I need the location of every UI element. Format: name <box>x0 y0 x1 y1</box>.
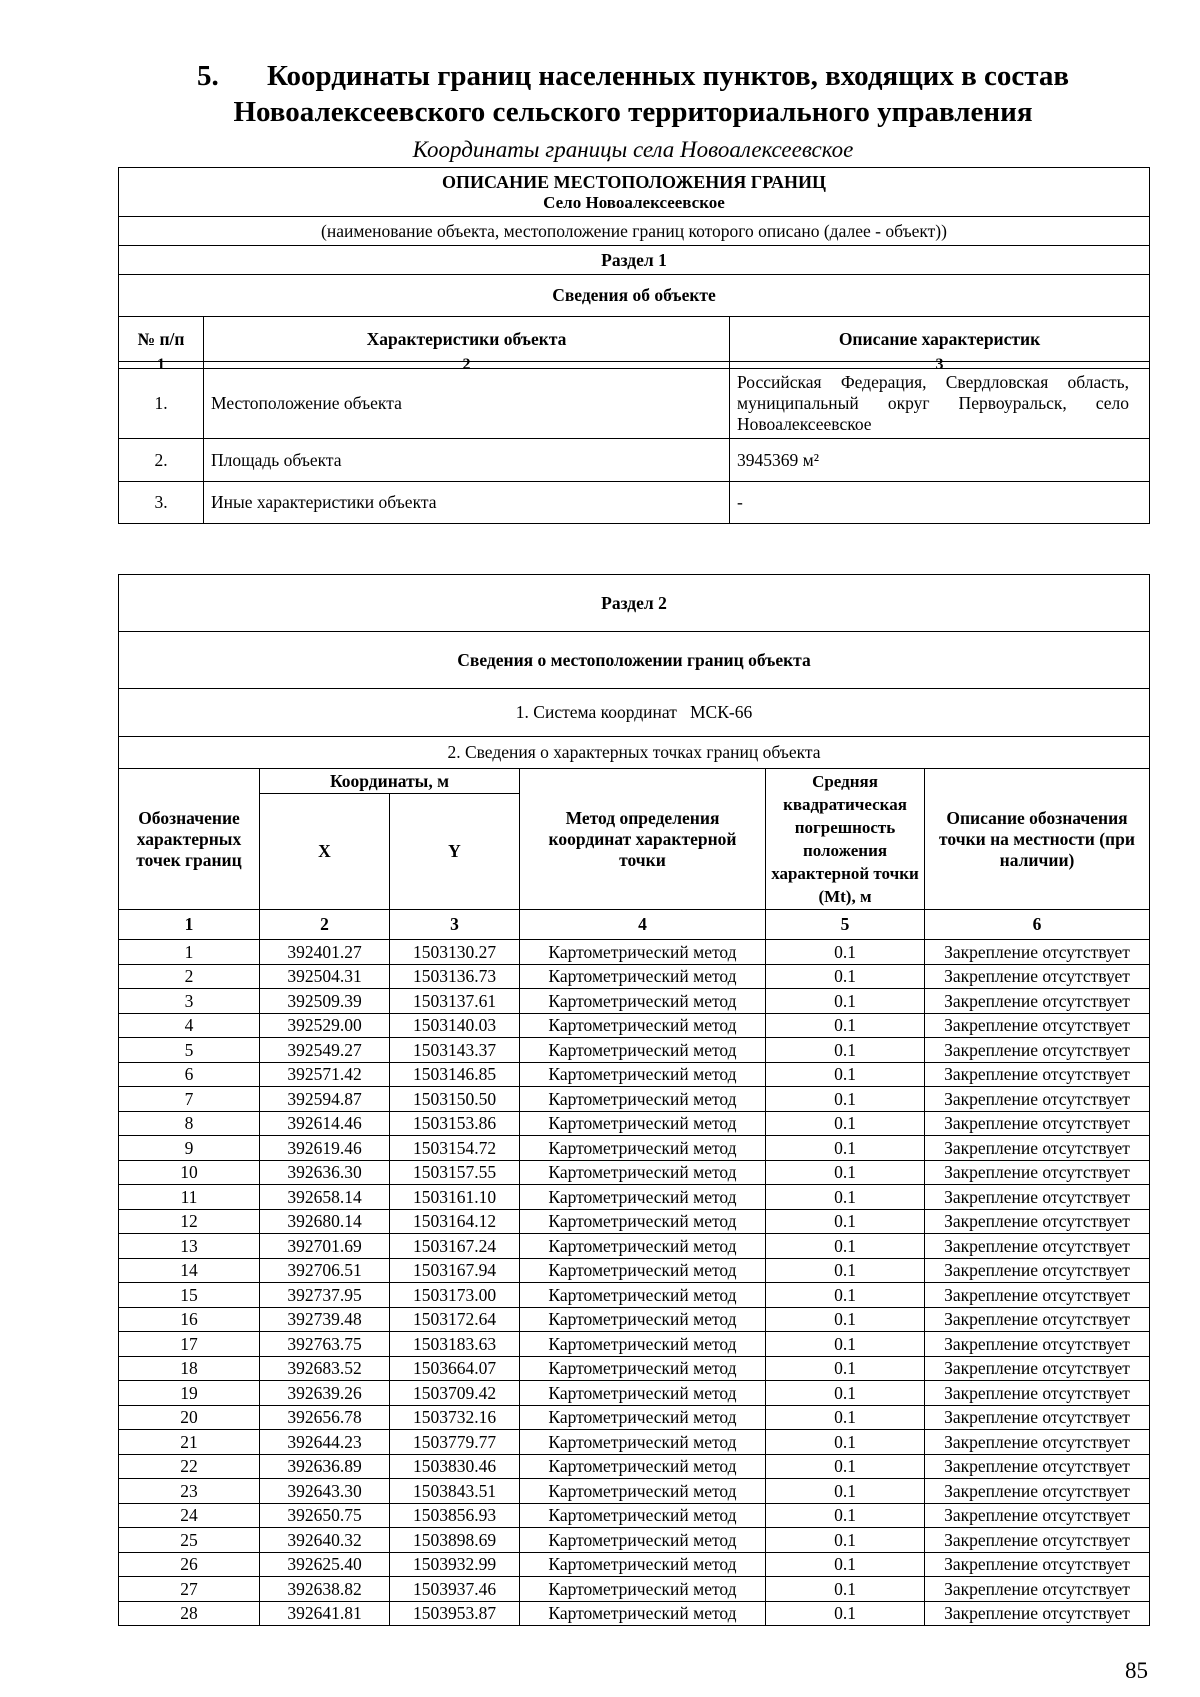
mean-error: 0.1 <box>766 1185 925 1210</box>
point-id: 24 <box>119 1503 260 1528</box>
mean-error: 0.1 <box>766 1356 925 1381</box>
mean-error: 0.1 <box>766 1479 925 1504</box>
header-coords: Координаты, м <box>260 769 520 794</box>
x-coordinate: 392638.82 <box>260 1577 390 1602</box>
method: Картометрический метод <box>520 1062 766 1087</box>
point-id: 23 <box>119 1479 260 1504</box>
method: Картометрический метод <box>520 1381 766 1406</box>
point-id: 10 <box>119 1160 260 1185</box>
table-row <box>119 1258 1150 1283</box>
header-error: Средняя квадратическая погрешность положения характерной точки (Mt), м <box>766 769 925 910</box>
y-coordinate: 1503898.69 <box>390 1528 520 1553</box>
col-number: 5 <box>766 910 925 940</box>
row-name: Площадь объекта <box>204 439 730 482</box>
y-coordinate: 1503150.50 <box>390 1087 520 1112</box>
table-row <box>119 1332 1150 1357</box>
mean-error: 0.1 <box>766 1430 925 1455</box>
x-coordinate: 392529.00 <box>260 1013 390 1038</box>
mean-error: 0.1 <box>766 1332 925 1357</box>
mean-error: 0.1 <box>766 1577 925 1602</box>
description-title: ОПИСАНИЕ МЕСТОПОЛОЖЕНИЯ ГРАНИЦ <box>442 171 826 192</box>
col-number: 3 <box>390 910 520 940</box>
table-row <box>119 1209 1150 1234</box>
table-row <box>119 1430 1150 1455</box>
mean-error: 0.1 <box>766 964 925 989</box>
y-coordinate: 1503143.37 <box>390 1038 520 1063</box>
description-title-cell <box>119 168 1150 217</box>
y-coordinate: 1503172.64 <box>390 1307 520 1332</box>
point-description: Закрепление отсутствует <box>925 1209 1150 1234</box>
method: Картометрический метод <box>520 1038 766 1063</box>
row-name: Иные характеристики объекта <box>204 482 730 524</box>
row-number: 2. <box>119 439 204 482</box>
table-row <box>119 1552 1150 1577</box>
y-coordinate: 1503164.12 <box>390 1209 520 1234</box>
point-description: Закрепление отсутствует <box>925 989 1150 1014</box>
y-coordinate: 1503843.51 <box>390 1479 520 1504</box>
y-coordinate: 1503140.03 <box>390 1013 520 1038</box>
y-coordinate: 1503167.24 <box>390 1234 520 1259</box>
point-description: Закрепление отсутствует <box>925 1013 1150 1038</box>
table-row <box>119 1381 1150 1406</box>
point-description: Закрепление отсутствует <box>925 1258 1150 1283</box>
point-id: 6 <box>119 1062 260 1087</box>
page-number: 85 <box>1125 1658 1148 1683</box>
method: Картометрический метод <box>520 1528 766 1553</box>
y-coordinate: 1503153.86 <box>390 1111 520 1136</box>
x-coordinate: 392641.81 <box>260 1601 390 1626</box>
section1-title: Сведения об объекте <box>119 275 1150 317</box>
header-characteristics: Характеристики объекта <box>204 317 730 362</box>
heading-number: 5. <box>196 60 219 92</box>
x-coordinate: 392737.95 <box>260 1283 390 1308</box>
y-coordinate: 1503154.72 <box>390 1136 520 1161</box>
x-coordinate: 392401.27 <box>260 940 390 965</box>
y-coordinate: 1503779.77 <box>390 1430 520 1455</box>
point-id: 9 <box>119 1136 260 1161</box>
mean-error: 0.1 <box>766 1209 925 1234</box>
mean-error: 0.1 <box>766 1136 925 1161</box>
point-description: Закрепление отсутствует <box>925 1185 1150 1210</box>
method: Картометрический метод <box>520 1307 766 1332</box>
mean-error: 0.1 <box>766 1234 925 1259</box>
x-coordinate: 392763.75 <box>260 1332 390 1357</box>
method: Картометрический метод <box>520 1209 766 1234</box>
mean-error: 0.1 <box>766 1552 925 1577</box>
section1-label: Раздел 1 <box>119 246 1150 275</box>
object-caption: (наименование объекта, местоположение границ которого описано (далее - объект)) <box>119 217 1150 246</box>
row-value: 3945369 м² <box>730 439 1150 482</box>
table-row <box>119 482 1150 524</box>
point-id: 19 <box>119 1381 260 1406</box>
method: Картометрический метод <box>520 1234 766 1259</box>
point-description: Закрепление отсутствует <box>925 1405 1150 1430</box>
x-coordinate: 392571.42 <box>260 1062 390 1087</box>
points-table-body <box>119 940 1150 1626</box>
header-method: Метод определения координат характерной точки <box>520 769 766 910</box>
method: Картометрический метод <box>520 1185 766 1210</box>
method: Картометрический метод <box>520 1160 766 1185</box>
object-name: Село Новоалексеевское <box>543 192 725 212</box>
y-coordinate: 1503161.10 <box>390 1185 520 1210</box>
method: Картометрический метод <box>520 1577 766 1602</box>
table-row <box>119 1454 1150 1479</box>
table-row <box>119 1503 1150 1528</box>
mean-error: 0.1 <box>766 1454 925 1479</box>
x-coordinate: 392706.51 <box>260 1258 390 1283</box>
table-row <box>119 1038 1150 1063</box>
x-coordinate: 392619.46 <box>260 1136 390 1161</box>
point-description: Закрепление отсутствует <box>925 1356 1150 1381</box>
table-row <box>119 1160 1150 1185</box>
point-description: Закрепление отсутствует <box>925 1160 1150 1185</box>
method: Картометрический метод <box>520 1552 766 1577</box>
y-coordinate: 1503732.16 <box>390 1405 520 1430</box>
method: Картометрический метод <box>520 1332 766 1357</box>
table-row <box>119 1136 1150 1161</box>
table-row <box>119 1601 1150 1626</box>
y-coordinate: 1503136.73 <box>390 964 520 989</box>
table-row <box>119 964 1150 989</box>
method: Картометрический метод <box>520 1283 766 1308</box>
point-description: Закрепление отсутствует <box>925 1503 1150 1528</box>
point-id: 28 <box>119 1601 260 1626</box>
col-number: 3 <box>730 362 1150 369</box>
x-coordinate: 392625.40 <box>260 1552 390 1577</box>
mean-error: 0.1 <box>766 1160 925 1185</box>
mean-error: 0.1 <box>766 1503 925 1528</box>
point-description: Закрепление отсутствует <box>925 1381 1150 1406</box>
header-x: X <box>260 794 390 910</box>
point-id: 5 <box>119 1038 260 1063</box>
point-id: 18 <box>119 1356 260 1381</box>
row-value: Российская Федерация, Свердловская область, муниципальный округ Первоуральск, село Новоалексеевское <box>730 369 1150 439</box>
table-row <box>119 1528 1150 1553</box>
row-value: - <box>730 482 1150 524</box>
point-description: Закрепление отсутствует <box>925 1136 1150 1161</box>
boundary-points-table <box>118 574 1150 1626</box>
col-number: 4 <box>520 910 766 940</box>
y-coordinate: 1503146.85 <box>390 1062 520 1087</box>
y-coordinate: 1503157.55 <box>390 1160 520 1185</box>
point-description: Закрепление отсутствует <box>925 964 1150 989</box>
x-coordinate: 392680.14 <box>260 1209 390 1234</box>
method: Картометрический метод <box>520 1258 766 1283</box>
col-number: 2 <box>204 362 730 369</box>
mean-error: 0.1 <box>766 989 925 1014</box>
point-id: 20 <box>119 1405 260 1430</box>
method: Картометрический метод <box>520 1136 766 1161</box>
table-row <box>119 1234 1150 1259</box>
method: Картометрический метод <box>520 1601 766 1626</box>
x-coordinate: 392614.46 <box>260 1111 390 1136</box>
table-row <box>119 1405 1150 1430</box>
method: Картометрический метод <box>520 1430 766 1455</box>
method: Картометрический метод <box>520 1013 766 1038</box>
y-coordinate: 1503137.61 <box>390 989 520 1014</box>
point-id: 4 <box>119 1013 260 1038</box>
row-number: 1. <box>119 369 204 439</box>
row-name: Местоположение объекта <box>204 369 730 439</box>
table-row <box>119 1307 1150 1332</box>
header-description: Описание обозначения точки на местности (при наличии) <box>925 769 1150 910</box>
mean-error: 0.1 <box>766 1528 925 1553</box>
method: Картометрический метод <box>520 1111 766 1136</box>
method: Картометрический метод <box>520 940 766 965</box>
section2-title: Сведения о местоположении границ объекта <box>119 632 1150 689</box>
point-id: 2 <box>119 964 260 989</box>
y-coordinate: 1503173.00 <box>390 1283 520 1308</box>
point-id: 25 <box>119 1528 260 1553</box>
method: Картометрический метод <box>520 1503 766 1528</box>
method: Картометрический метод <box>520 989 766 1014</box>
point-description: Закрепление отсутствует <box>925 1430 1150 1455</box>
y-coordinate: 1503932.99 <box>390 1552 520 1577</box>
point-description: Закрепление отсутствует <box>925 1087 1150 1112</box>
table-row <box>119 1013 1150 1038</box>
point-id: 11 <box>119 1185 260 1210</box>
table-row <box>119 1283 1150 1308</box>
point-description: Закрепление отсутствует <box>925 1062 1150 1087</box>
x-coordinate: 392640.32 <box>260 1528 390 1553</box>
x-coordinate: 392594.87 <box>260 1087 390 1112</box>
point-id: 21 <box>119 1430 260 1455</box>
point-description: Закрепление отсутствует <box>925 1552 1150 1577</box>
y-coordinate: 1503953.87 <box>390 1601 520 1626</box>
header-y: Y <box>390 794 520 910</box>
x-coordinate: 392639.26 <box>260 1381 390 1406</box>
point-description: Закрепление отсутствует <box>925 1038 1150 1063</box>
point-description: Закрепление отсутствует <box>925 1332 1150 1357</box>
y-coordinate: 1503167.94 <box>390 1258 520 1283</box>
mean-error: 0.1 <box>766 1258 925 1283</box>
header-number: № п/п <box>119 317 204 362</box>
mean-error: 0.1 <box>766 1111 925 1136</box>
mean-error: 0.1 <box>766 1283 925 1308</box>
method: Картометрический метод <box>520 1405 766 1430</box>
y-coordinate: 1503664.07 <box>390 1356 520 1381</box>
mean-error: 0.1 <box>766 1013 925 1038</box>
points-caption: 2. Сведения о характерных точках границ объекта <box>119 737 1150 769</box>
mean-error: 0.1 <box>766 1405 925 1430</box>
point-description: Закрепление отсутствует <box>925 1234 1150 1259</box>
heading-line-2: Новоалексеевского сельского территориального управления <box>233 96 1033 128</box>
x-coordinate: 392683.52 <box>260 1356 390 1381</box>
point-description: Закрепление отсутствует <box>925 1479 1150 1504</box>
y-coordinate: 1503130.27 <box>390 940 520 965</box>
point-id: 16 <box>119 1307 260 1332</box>
col-number: 6 <box>925 910 1150 940</box>
heading-text-1: Координаты границ населенных пунктов, входящих в состав <box>266 60 1070 92</box>
x-coordinate: 392644.23 <box>260 1430 390 1455</box>
point-description: Закрепление отсутствует <box>925 1577 1150 1602</box>
point-description: Закрепление отсутствует <box>925 1111 1150 1136</box>
row-number: 3. <box>119 482 204 524</box>
table-row <box>119 369 1150 439</box>
x-coordinate: 392509.39 <box>260 989 390 1014</box>
col-number: 1 <box>119 362 204 369</box>
y-coordinate: 1503183.63 <box>390 1332 520 1357</box>
x-coordinate: 392658.14 <box>260 1185 390 1210</box>
point-id: 8 <box>119 1111 260 1136</box>
table-row <box>119 1111 1150 1136</box>
table-row <box>119 989 1150 1014</box>
point-id: 12 <box>119 1209 260 1234</box>
x-coordinate: 392636.30 <box>260 1160 390 1185</box>
method: Картометрический метод <box>520 1454 766 1479</box>
header-point: Обозначение характерных точек границ <box>119 769 260 910</box>
mean-error: 0.1 <box>766 1038 925 1063</box>
x-coordinate: 392650.75 <box>260 1503 390 1528</box>
point-description: Закрепление отсутствует <box>925 940 1150 965</box>
method: Картометрический метод <box>520 964 766 989</box>
table-row <box>119 439 1150 482</box>
mean-error: 0.1 <box>766 1601 925 1626</box>
x-coordinate: 392739.48 <box>260 1307 390 1332</box>
table-row <box>119 1577 1150 1602</box>
mean-error: 0.1 <box>766 940 925 965</box>
coordinate-system: 1. Система координат МСК-66 <box>119 689 1150 737</box>
mean-error: 0.1 <box>766 1062 925 1087</box>
point-id: 14 <box>119 1258 260 1283</box>
point-id: 3 <box>119 989 260 1014</box>
point-id: 17 <box>119 1332 260 1357</box>
point-description: Закрепление отсутствует <box>925 1601 1150 1626</box>
point-id: 15 <box>119 1283 260 1308</box>
mean-error: 0.1 <box>766 1307 925 1332</box>
x-coordinate: 392656.78 <box>260 1405 390 1430</box>
point-id: 13 <box>119 1234 260 1259</box>
mean-error: 0.1 <box>766 1087 925 1112</box>
method: Картометрический метод <box>520 1356 766 1381</box>
y-coordinate: 1503937.46 <box>390 1577 520 1602</box>
table-row <box>119 1356 1150 1381</box>
point-id: 26 <box>119 1552 260 1577</box>
point-id: 27 <box>119 1577 260 1602</box>
table-row <box>119 1087 1150 1112</box>
table-row <box>119 1185 1150 1210</box>
col-number: 1 <box>119 910 260 940</box>
section2-label: Раздел 2 <box>119 575 1150 632</box>
y-coordinate: 1503856.93 <box>390 1503 520 1528</box>
point-description: Закрепление отсутствует <box>925 1528 1150 1553</box>
x-coordinate: 392701.69 <box>260 1234 390 1259</box>
point-id: 22 <box>119 1454 260 1479</box>
table-row <box>119 1062 1150 1087</box>
y-coordinate: 1503709.42 <box>390 1381 520 1406</box>
x-coordinate: 392549.27 <box>260 1038 390 1063</box>
object-info-table <box>118 167 1150 524</box>
table-row <box>119 940 1150 965</box>
point-description: Закрепление отсутствует <box>925 1454 1150 1479</box>
point-id: 1 <box>119 940 260 965</box>
x-coordinate: 392636.89 <box>260 1454 390 1479</box>
method: Картометрический метод <box>520 1087 766 1112</box>
col-number: 2 <box>260 910 390 940</box>
mean-error: 0.1 <box>766 1381 925 1406</box>
heading-line-1 <box>118 58 1148 94</box>
x-coordinate: 392643.30 <box>260 1479 390 1504</box>
header-description: Описание характеристик <box>730 317 1150 362</box>
subheading: Координаты границы села Новоалексеевское <box>412 137 854 162</box>
y-coordinate: 1503830.46 <box>390 1454 520 1479</box>
point-description: Закрепление отсутствует <box>925 1307 1150 1332</box>
document-heading <box>118 58 1148 130</box>
method: Картометрический метод <box>520 1479 766 1504</box>
point-id: 7 <box>119 1087 260 1112</box>
table-row <box>119 1479 1150 1504</box>
x-coordinate: 392504.31 <box>260 964 390 989</box>
point-description: Закрепление отсутствует <box>925 1283 1150 1308</box>
